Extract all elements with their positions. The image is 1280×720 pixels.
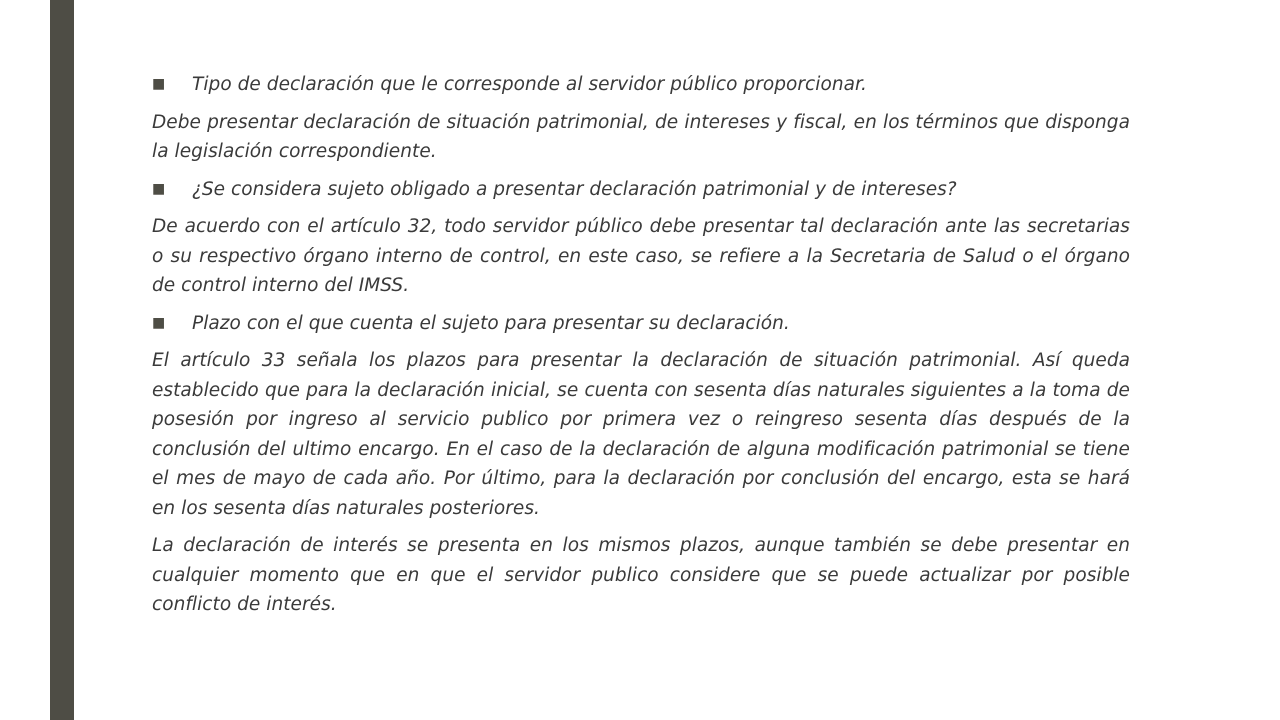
paragraph-declaration-type: Debe presentar declaración de situación patrimonial, de intereses y fiscal, en los términos que disponga la legislación correspondiente. <box>152 111 1130 162</box>
square-bullet-icon: ■ <box>152 314 166 331</box>
bullet-heading-text: Tipo de declaración que le corresponde al servidor público proporcionar. <box>192 74 867 95</box>
square-bullet-icon: ■ <box>152 76 166 92</box>
side-accent-bar <box>50 0 74 720</box>
slide-content <box>152 70 1130 628</box>
bullet-heading-text: Plazo con el que cuenta el sujeto para presentar su declaración. <box>192 312 790 334</box>
bullet-heading-deadline <box>152 309 1130 339</box>
square-bullet-icon: ■ <box>152 180 166 197</box>
bullet-heading-obligated-subject <box>152 175 1130 205</box>
paragraph-deadline-interest: La declaración de interés se presenta en los mismos plazos, aunque también se debe presentar en cualquier momento que en que el servidor publico considere que se puede actualizar por posible conflicto de interés. <box>152 535 1130 615</box>
bullet-heading-text: ¿Se considera sujeto obligado a presentar declaración patrimonial y de intereses? <box>192 178 957 200</box>
paragraph-deadline-patrimonial: El artículo 33 señala los plazos para presentar la declaración de situación patrimonial. Así queda establecido que para la declaración inicial, se cuenta con sesenta días naturales siguientes a la toma de posesión por ingreso al servicio publico por primera vez o reingreso sesenta días después de la conclusión del ultimo encargo. En el caso de la declaración de alguna modificación patrimonial se tiene el mes de mayo de cada año. Por último, para la declaración por conclusión del encargo, esta se hará en los sesenta días naturales posteriores. <box>152 350 1130 519</box>
paragraph-obligated-subject: De acuerdo con el artículo 32, todo servidor público debe presentar tal declaración ante las secretarias o su respectivo órgano interno de control, en este caso, se refiere a la Secretaria de Salud o el órgano de control interno del IMSS. <box>152 216 1130 296</box>
bullet-heading-declaration-type <box>152 70 1130 100</box>
